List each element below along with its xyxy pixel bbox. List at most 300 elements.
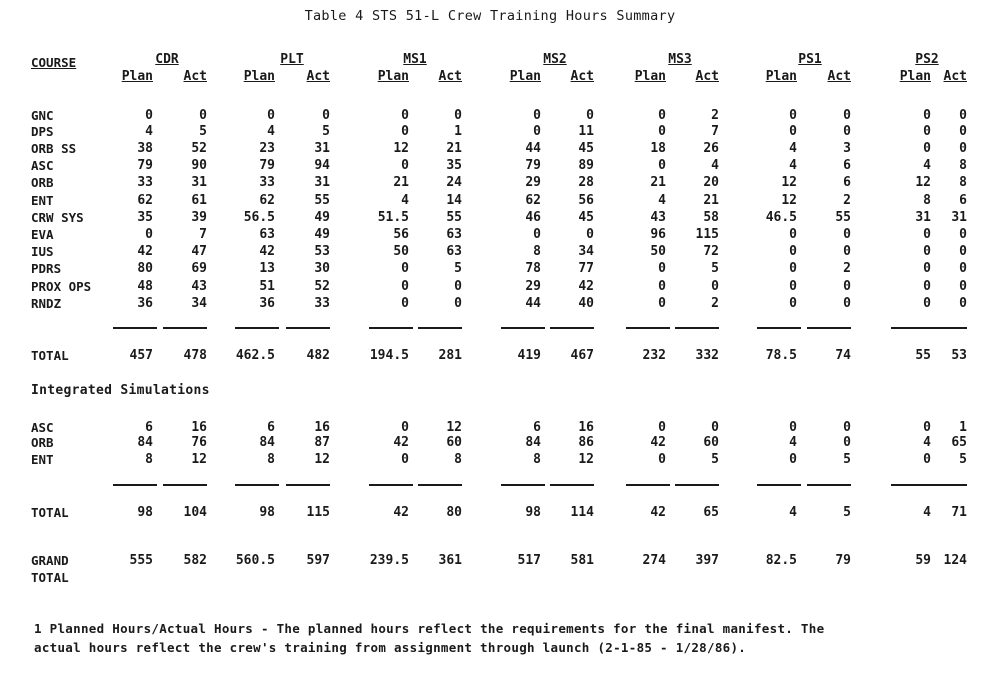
course-cell: 0 — [789, 108, 797, 123]
separator-rule — [501, 484, 545, 486]
separator-rule — [675, 484, 719, 486]
integrated-cell: 84 — [137, 435, 153, 450]
integrated-total-label: TOTAL — [31, 505, 69, 520]
separator-rule — [286, 327, 330, 329]
course-cell: 56 — [393, 227, 409, 242]
integrated-cell: 65 — [951, 435, 967, 450]
crew-header-ps1: PS1 — [798, 52, 822, 67]
total-cell: 478 — [183, 348, 207, 363]
course-cell: 0 — [533, 124, 541, 139]
course-cell: 55 — [314, 193, 330, 208]
course-cell: 42 — [259, 244, 275, 259]
integrated-cell: 12 — [314, 452, 330, 467]
integrated-cell: 0 — [843, 420, 851, 435]
course-cell: 18 — [650, 141, 666, 156]
course-cell: 45 — [578, 141, 594, 156]
separator-rule — [807, 327, 851, 329]
course-row-label: EVA — [31, 227, 54, 242]
course-row-label: RNDZ — [31, 296, 62, 311]
integrated-total-cell: 80 — [446, 505, 462, 520]
course-cell: 0 — [789, 296, 797, 311]
integrated-cell: 0 — [401, 420, 409, 435]
separator-rule — [235, 327, 279, 329]
course-cell: 4 — [789, 141, 797, 156]
footnote — [34, 619, 824, 657]
course-cell: 79 — [137, 158, 153, 173]
total-cell: 53 — [951, 348, 967, 363]
integrated-cell: 1 — [959, 420, 967, 435]
course-cell: 61 — [191, 193, 207, 208]
course-cell: 90 — [191, 158, 207, 173]
course-cell: 0 — [586, 227, 594, 242]
course-cell: 72 — [703, 244, 719, 259]
course-cell: 0 — [923, 296, 931, 311]
course-cell: 26 — [703, 141, 719, 156]
act-header: Act — [183, 69, 207, 84]
course-cell: 8 — [959, 158, 967, 173]
course-row-label: GNC — [31, 108, 54, 123]
course-cell: 0 — [789, 227, 797, 242]
crew-header-ms3: MS3 — [668, 52, 692, 67]
integrated-total-cell: 42 — [393, 505, 409, 520]
crew-header-plt: PLT — [280, 52, 304, 67]
total-row-label: TOTAL — [31, 348, 69, 363]
integrated-total-cell: 104 — [183, 505, 207, 520]
course-cell: 0 — [454, 296, 462, 311]
integrated-cell: 4 — [789, 435, 797, 450]
integrated-cell: 12 — [446, 420, 462, 435]
course-cell: 12 — [781, 193, 797, 208]
course-cell: 62 — [259, 193, 275, 208]
course-cell: 0 — [145, 227, 153, 242]
course-cell: 52 — [314, 279, 330, 294]
integrated-total-cell: 65 — [703, 505, 719, 520]
course-cell: 14 — [446, 193, 462, 208]
course-header: COURSE — [31, 55, 77, 70]
course-cell: 63 — [446, 244, 462, 259]
course-cell: 4 — [267, 124, 275, 139]
grand-total-cell: 555 — [129, 553, 153, 568]
grand-total-cell: 560.5 — [235, 553, 275, 568]
course-cell: 0 — [843, 108, 851, 123]
integrated-row-label: ASC — [31, 420, 54, 435]
course-cell: 63 — [259, 227, 275, 242]
course-cell: 77 — [578, 261, 594, 276]
course-cell: 58 — [703, 210, 719, 225]
separator-rule — [163, 327, 207, 329]
course-cell: 34 — [191, 296, 207, 311]
integrated-total-cell: 4 — [789, 505, 797, 520]
footnote-marker: 1 — [34, 621, 42, 636]
course-cell: 0 — [959, 227, 967, 242]
act-header: Act — [438, 69, 462, 84]
course-cell: 0 — [658, 108, 666, 123]
total-cell: 55 — [915, 348, 931, 363]
course-cell: 0 — [843, 124, 851, 139]
course-cell: 0 — [959, 261, 967, 276]
course-cell: 2 — [711, 296, 719, 311]
course-cell: 49 — [314, 227, 330, 242]
crew-header-ms1: MS1 — [403, 52, 427, 67]
course-cell: 7 — [199, 227, 207, 242]
integrated-cell: 76 — [191, 435, 207, 450]
course-row-label: CRW SYS — [31, 210, 84, 225]
course-cell: 21 — [703, 193, 719, 208]
separator-rule — [923, 327, 967, 329]
course-cell: 29 — [525, 175, 541, 190]
course-cell: 96 — [650, 227, 666, 242]
course-cell: 0 — [843, 227, 851, 242]
course-cell: 5 — [322, 124, 330, 139]
course-row-label: DPS — [31, 124, 54, 139]
course-cell: 0 — [923, 124, 931, 139]
course-cell: 44 — [525, 141, 541, 156]
course-cell: 4 — [658, 193, 666, 208]
course-cell: 0 — [959, 141, 967, 156]
total-cell: 74 — [835, 348, 851, 363]
integrated-cell: 60 — [446, 435, 462, 450]
course-cell: 21 — [393, 175, 409, 190]
course-cell: 0 — [267, 108, 275, 123]
course-cell: 0 — [401, 124, 409, 139]
integrated-cell: 5 — [843, 452, 851, 467]
integrated-cell: 42 — [393, 435, 409, 450]
course-cell: 24 — [446, 175, 462, 190]
course-cell: 2 — [711, 108, 719, 123]
integrated-simulations-header: Integrated Simulations — [31, 383, 210, 398]
plan-header: Plan — [509, 69, 541, 84]
plan-header: Plan — [377, 69, 409, 84]
integrated-cell: 86 — [578, 435, 594, 450]
course-cell: 31 — [191, 175, 207, 190]
course-cell: 56 — [578, 193, 594, 208]
course-cell: 51 — [259, 279, 275, 294]
course-cell: 0 — [533, 108, 541, 123]
integrated-cell: 84 — [525, 435, 541, 450]
footnote-line-1: Planned Hours/Actual Hours - The planned hours reflect the requirements for the final manifest. The — [49, 621, 825, 636]
grand-total-label-line-2: TOTAL — [31, 570, 69, 585]
course-cell: 12 — [393, 141, 409, 156]
course-cell: 20 — [703, 175, 719, 190]
separator-rule — [369, 327, 413, 329]
course-cell: 0 — [923, 244, 931, 259]
course-cell: 78 — [525, 261, 541, 276]
course-cell: 4 — [711, 158, 719, 173]
course-cell: 4 — [145, 124, 153, 139]
course-cell: 47 — [191, 244, 207, 259]
grand-total-cell: 597 — [306, 553, 330, 568]
course-row-label: ORB — [31, 175, 54, 190]
course-cell: 0 — [923, 227, 931, 242]
course-cell: 0 — [843, 244, 851, 259]
integrated-total-cell: 115 — [306, 505, 330, 520]
course-cell: 8 — [959, 175, 967, 190]
integrated-cell: 0 — [401, 452, 409, 467]
grand-total-cell: 517 — [517, 553, 541, 568]
separator-rule — [286, 484, 330, 486]
plan-header: Plan — [765, 69, 797, 84]
integrated-cell: 16 — [578, 420, 594, 435]
course-cell: 79 — [259, 158, 275, 173]
integrated-total-cell: 98 — [259, 505, 275, 520]
integrated-cell: 0 — [658, 452, 666, 467]
course-row-label: ORB SS — [31, 141, 77, 156]
course-cell: 0 — [199, 108, 207, 123]
course-cell: 31 — [951, 210, 967, 225]
course-cell: 12 — [781, 175, 797, 190]
course-cell: 0 — [923, 279, 931, 294]
course-cell: 0 — [401, 261, 409, 276]
integrated-total-cell: 71 — [951, 505, 967, 520]
course-cell: 11 — [578, 124, 594, 139]
separator-rule — [113, 327, 157, 329]
course-cell: 69 — [191, 261, 207, 276]
crew-header-cdr: CDR — [155, 52, 179, 67]
integrated-cell: 60 — [703, 435, 719, 450]
separator-rule — [550, 327, 594, 329]
course-cell: 52 — [191, 141, 207, 156]
course-cell: 55 — [835, 210, 851, 225]
course-cell: 63 — [446, 227, 462, 242]
course-cell: 38 — [137, 141, 153, 156]
total-cell: 281 — [438, 348, 462, 363]
course-cell: 0 — [145, 108, 153, 123]
course-cell: 33 — [314, 296, 330, 311]
separator-rule — [369, 484, 413, 486]
total-cell: 467 — [570, 348, 594, 363]
grand-total-cell: 361 — [438, 553, 462, 568]
course-cell: 0 — [658, 261, 666, 276]
act-header: Act — [306, 69, 330, 84]
course-cell: 50 — [393, 244, 409, 259]
integrated-cell: 12 — [578, 452, 594, 467]
course-cell: 33 — [137, 175, 153, 190]
crew-header-ps2: PS2 — [915, 52, 939, 67]
footnote-line-2: actual hours reflect the crew's training from assignment through launch (2-1-85 - 1/28/86). — [34, 640, 747, 655]
course-cell: 62 — [137, 193, 153, 208]
course-cell: 6 — [843, 158, 851, 173]
plan-header: Plan — [899, 69, 931, 84]
course-row-label: PDRS — [31, 261, 62, 276]
separator-rule — [757, 327, 801, 329]
integrated-total-cell: 4 — [923, 505, 931, 520]
course-cell: 6 — [959, 193, 967, 208]
course-cell: 62 — [525, 193, 541, 208]
integrated-cell: 8 — [454, 452, 462, 467]
separator-rule — [113, 484, 157, 486]
separator-rule — [235, 484, 279, 486]
course-cell: 0 — [401, 108, 409, 123]
course-cell: 0 — [454, 108, 462, 123]
course-cell: 0 — [843, 279, 851, 294]
course-cell: 6 — [843, 175, 851, 190]
course-cell: 46.5 — [765, 210, 797, 225]
course-cell: 80 — [137, 261, 153, 276]
course-cell: 79 — [525, 158, 541, 173]
integrated-cell: 0 — [789, 420, 797, 435]
course-cell: 0 — [658, 296, 666, 311]
integrated-cell: 84 — [259, 435, 275, 450]
separator-rule — [626, 484, 670, 486]
total-cell: 78.5 — [765, 348, 797, 363]
separator-rule — [418, 327, 462, 329]
course-cell: 0 — [658, 124, 666, 139]
course-cell: 0 — [923, 108, 931, 123]
course-cell: 45 — [578, 210, 594, 225]
total-cell: 232 — [642, 348, 666, 363]
course-cell: 0 — [658, 158, 666, 173]
course-cell: 4 — [923, 158, 931, 173]
total-cell: 419 — [517, 348, 541, 363]
separator-rule — [163, 484, 207, 486]
course-cell: 39 — [191, 210, 207, 225]
course-cell: 13 — [259, 261, 275, 276]
course-cell: 5 — [454, 261, 462, 276]
separator-rule — [418, 484, 462, 486]
course-cell: 48 — [137, 279, 153, 294]
integrated-cell: 0 — [843, 435, 851, 450]
integrated-total-cell: 114 — [570, 505, 594, 520]
course-cell: 1 — [454, 124, 462, 139]
integrated-cell: 42 — [650, 435, 666, 450]
course-cell: 0 — [923, 141, 931, 156]
grand-total-cell: 124 — [943, 553, 967, 568]
course-cell: 43 — [650, 210, 666, 225]
course-cell: 50 — [650, 244, 666, 259]
act-header: Act — [695, 69, 719, 84]
integrated-cell: 4 — [923, 435, 931, 450]
integrated-cell: 12 — [191, 452, 207, 467]
course-cell: 46 — [525, 210, 541, 225]
course-cell: 0 — [789, 124, 797, 139]
course-cell: 42 — [578, 279, 594, 294]
total-cell: 462.5 — [235, 348, 275, 363]
course-cell: 31 — [915, 210, 931, 225]
course-cell: 8 — [923, 193, 931, 208]
integrated-cell: 0 — [789, 452, 797, 467]
course-row-label: ENT — [31, 193, 54, 208]
course-cell: 2 — [843, 193, 851, 208]
integrated-total-cell: 98 — [137, 505, 153, 520]
table-title: Table 4 STS 51-L Crew Training Hours Summary — [304, 8, 676, 24]
crew-header-ms2: MS2 — [543, 52, 567, 67]
plan-header: Plan — [634, 69, 666, 84]
course-cell: 0 — [923, 261, 931, 276]
integrated-cell: 0 — [658, 420, 666, 435]
course-cell: 31 — [314, 141, 330, 156]
course-cell: 0 — [959, 279, 967, 294]
separator-rule — [807, 484, 851, 486]
course-cell: 21 — [446, 141, 462, 156]
course-cell: 7 — [711, 124, 719, 139]
course-cell: 0 — [789, 279, 797, 294]
grand-total-cell: 581 — [570, 553, 594, 568]
course-row-label: ASC — [31, 158, 54, 173]
integrated-total-cell: 5 — [843, 505, 851, 520]
course-cell: 3 — [843, 141, 851, 156]
integrated-cell: 6 — [267, 420, 275, 435]
course-cell: 53 — [314, 244, 330, 259]
integrated-total-cell: 42 — [650, 505, 666, 520]
integrated-cell: 8 — [145, 452, 153, 467]
course-cell: 55 — [446, 210, 462, 225]
course-cell: 51.5 — [377, 210, 409, 225]
course-cell: 34 — [578, 244, 594, 259]
integrated-cell: 0 — [923, 420, 931, 435]
integrated-cell: 8 — [267, 452, 275, 467]
separator-rule — [626, 327, 670, 329]
course-cell: 94 — [314, 158, 330, 173]
integrated-cell: 5 — [959, 452, 967, 467]
course-cell: 0 — [586, 108, 594, 123]
course-cell: 0 — [843, 296, 851, 311]
total-cell: 457 — [129, 348, 153, 363]
course-cell: 4 — [789, 158, 797, 173]
separator-rule — [757, 484, 801, 486]
act-header: Act — [827, 69, 851, 84]
total-cell: 194.5 — [369, 348, 409, 363]
course-cell: 0 — [959, 244, 967, 259]
course-cell: 35 — [446, 158, 462, 173]
course-cell: 0 — [711, 279, 719, 294]
grand-total-cell: 239.5 — [369, 553, 409, 568]
separator-rule — [501, 327, 545, 329]
course-cell: 0 — [789, 261, 797, 276]
integrated-cell: 6 — [145, 420, 153, 435]
course-cell: 36 — [259, 296, 275, 311]
course-cell: 21 — [650, 175, 666, 190]
course-cell: 115 — [695, 227, 719, 242]
integrated-cell: 8 — [533, 452, 541, 467]
plan-header: Plan — [243, 69, 275, 84]
integrated-cell: 0 — [923, 452, 931, 467]
grand-total-cell: 82.5 — [765, 553, 797, 568]
course-cell: 0 — [959, 124, 967, 139]
course-cell: 0 — [789, 244, 797, 259]
integrated-total-cell: 98 — [525, 505, 541, 520]
course-cell: 42 — [137, 244, 153, 259]
course-cell: 28 — [578, 175, 594, 190]
course-cell: 8 — [533, 244, 541, 259]
integrated-row-label: ENT — [31, 452, 54, 467]
total-cell: 482 — [306, 348, 330, 363]
course-cell: 4 — [401, 193, 409, 208]
course-cell: 44 — [525, 296, 541, 311]
separator-rule — [550, 484, 594, 486]
integrated-cell: 87 — [314, 435, 330, 450]
course-cell: 23 — [259, 141, 275, 156]
total-cell: 332 — [695, 348, 719, 363]
course-cell: 0 — [401, 158, 409, 173]
grand-total-cell: 582 — [183, 553, 207, 568]
separator-rule — [675, 327, 719, 329]
course-cell: 30 — [314, 261, 330, 276]
grand-total-cell: 79 — [835, 553, 851, 568]
course-cell: 0 — [658, 279, 666, 294]
grand-total-cell: 59 — [915, 553, 931, 568]
course-cell: 43 — [191, 279, 207, 294]
course-cell: 35 — [137, 210, 153, 225]
act-header: Act — [943, 69, 967, 84]
separator-rule — [923, 484, 967, 486]
integrated-cell: 0 — [711, 420, 719, 435]
course-cell: 31 — [314, 175, 330, 190]
course-cell: 0 — [959, 108, 967, 123]
integrated-cell: 6 — [533, 420, 541, 435]
integrated-cell: 16 — [314, 420, 330, 435]
course-cell: 36 — [137, 296, 153, 311]
course-cell: 5 — [199, 124, 207, 139]
